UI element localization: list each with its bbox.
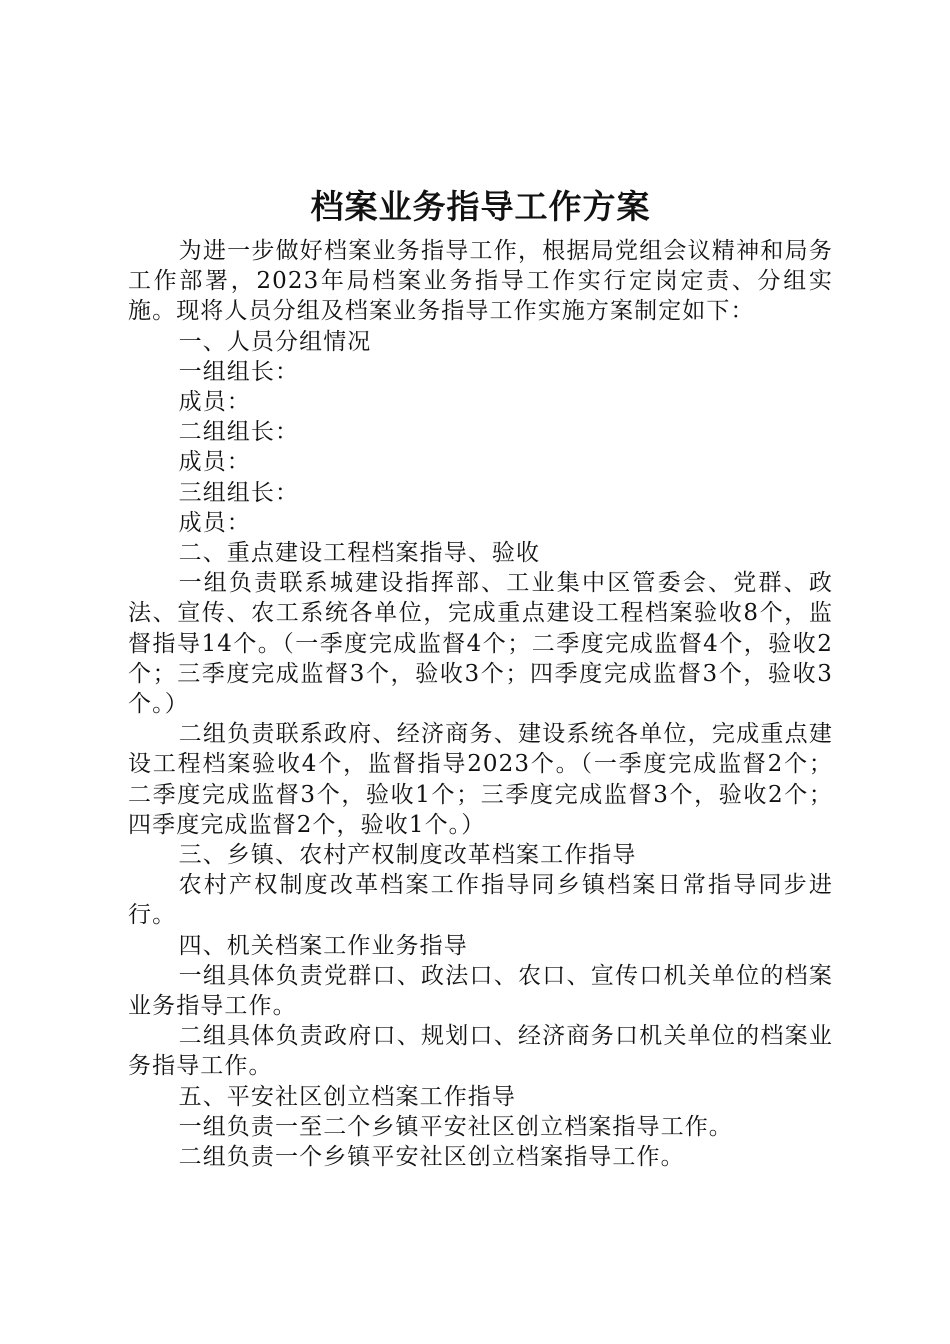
- group1-leader-line: 一组组长：: [178, 358, 300, 385]
- rural-reform-paragraph: 农村产权制度改革档案工作指导同乡镇档案日常指导同步进行。: [128, 872, 833, 929]
- group2-agency-paragraph: 二组具体负责政府口、规划口、经济商务口机关单位的档案业务指导工作。: [128, 1023, 833, 1080]
- section-heading-2: 二、重点建设工程档案指导、验收: [178, 540, 541, 567]
- group2-community-paragraph: 二组负责一个乡镇平安社区创立档案指导工作。: [178, 1144, 685, 1171]
- section-heading-3: 三、乡镇、农村产权制度改革档案工作指导: [178, 842, 637, 869]
- group1-project-paragraph: 一组负责联系城建设指挥部、工业集中区管委会、党群、政法、宣传、农工系统各单位，完成重点建设工程档案验收8个，监督指导14个。（一季度完成监督4个；二季度完成监督4个，验收2个；三季度完成监督3个，验收3个；四季度完成监督3个，验收3个。）: [128, 570, 833, 718]
- section-heading-5: 五、平安社区创立档案工作指导: [178, 1083, 516, 1110]
- section-heading-4: 四、机关档案工作业务指导: [178, 932, 468, 959]
- group2-leader-line: 二组组长：: [178, 419, 300, 446]
- document-title: 档案业务指导工作方案: [310, 187, 651, 226]
- group3-members-line: 成员：: [178, 509, 251, 536]
- group2-members-line: 成员：: [178, 449, 251, 476]
- section-heading-1: 一、人员分组情况: [178, 328, 372, 355]
- group1-members-line: 成员：: [178, 389, 251, 416]
- group3-leader-line: 三组组长：: [178, 479, 300, 506]
- document-page: [128, 178, 833, 1172]
- intro-paragraph: 为进一步做好档案业务指导工作，根据局党组会议精神和局务工作部署，2023年局档案业务指导工作实行定岗定责、分组实施。现将人员分组及档案业务指导工作实施方案制定如下：: [128, 238, 833, 325]
- document-body: [128, 236, 833, 1172]
- group2-project-paragraph: 二组负责联系政府、经济商务、建设系统各单位，完成重点建设工程档案验收4个，监督指导2023个。（一季度完成监督2个；二季度完成监督3个，验收1个；三季度完成监督3个，验收2个；四季度完成监督2个，验收1个。）: [128, 721, 833, 838]
- group1-agency-paragraph: 一组具体负责党群口、政法口、农口、宣传口机关单位的档案业务指导工作。: [128, 962, 833, 1020]
- group1-community-paragraph: 一组负责一至二个乡镇平安社区创立档案指导工作。: [178, 1113, 733, 1140]
